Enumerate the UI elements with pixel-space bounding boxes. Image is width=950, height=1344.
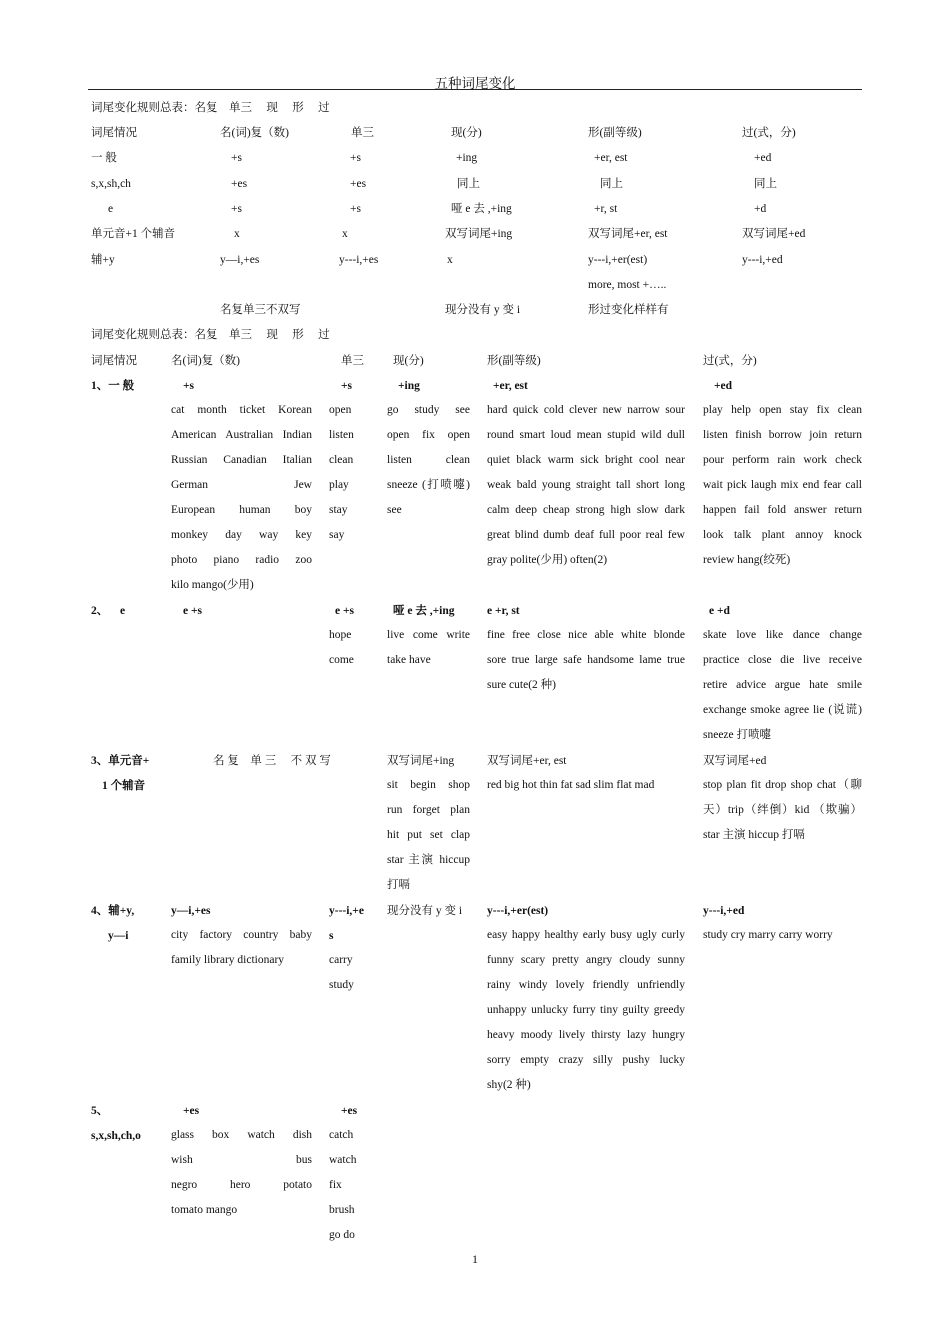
word-line: study cry marry carry worry bbox=[703, 929, 833, 941]
word-line: say bbox=[329, 529, 345, 541]
word-line: take have bbox=[387, 654, 431, 666]
summary-note: 名复单三不双写 bbox=[220, 304, 301, 316]
summary-cell: +s bbox=[350, 152, 361, 164]
header-cell: 形(副等级) bbox=[487, 355, 541, 367]
header-cell: 过(式，分) bbox=[742, 127, 796, 139]
word-line: round smart loud mean stupid wild dull bbox=[487, 429, 685, 441]
word-line: sneeze 打喷嚏 bbox=[703, 729, 772, 741]
section-label: 5、 bbox=[91, 1105, 109, 1117]
word-line: stop plan fit drop shop chat（聊 bbox=[703, 779, 862, 791]
word-list-adj bbox=[487, 773, 685, 798]
word-line: listen clean bbox=[387, 454, 470, 466]
word-line: kilo mango(少用) bbox=[171, 579, 254, 591]
section-label: e bbox=[120, 605, 126, 617]
summary-cell: +r, st bbox=[594, 203, 618, 215]
header-cell: 现(分) bbox=[451, 127, 482, 139]
header-cell: 过(式，分) bbox=[703, 355, 757, 367]
word-line: Russian Canadian Italian bbox=[171, 454, 312, 466]
summary-cell: e bbox=[108, 203, 114, 215]
section-label: s,x,sh,ch,o bbox=[91, 1130, 141, 1142]
word-line: play bbox=[329, 479, 349, 491]
rule-cell: s bbox=[329, 930, 334, 942]
rule-cell: +es bbox=[341, 1105, 358, 1117]
rule-cell: +s bbox=[341, 380, 353, 392]
word-list-adj bbox=[487, 923, 685, 1098]
word-line: go study see bbox=[387, 404, 470, 416]
word-line: calm deep cheap strong high slow dark bbox=[487, 504, 685, 516]
summary-cell: +es bbox=[231, 178, 248, 190]
summary-cell: 双写词尾+er, est bbox=[588, 228, 668, 240]
word-line: stay bbox=[329, 504, 348, 516]
word-line: open fix open bbox=[387, 429, 470, 441]
word-line: family library dictionary bbox=[171, 954, 285, 966]
word-line: clean bbox=[329, 454, 354, 466]
summary-cell: y—i,+es bbox=[220, 254, 260, 266]
word-line: American Australian Indian bbox=[171, 429, 312, 441]
rule-cell: 双写词尾+ing bbox=[387, 755, 455, 767]
rule-cell: 现分没有 y 变 i bbox=[387, 905, 463, 917]
word-line: hope bbox=[329, 629, 352, 641]
word-line: heavy moody lively thirsty lazy hungry bbox=[487, 1029, 685, 1041]
word-line: weak bald young straight tall short long bbox=[487, 479, 685, 491]
word-line: catch bbox=[329, 1129, 354, 1141]
word-line: look talk plant annoy knock bbox=[703, 529, 862, 541]
word-list-third bbox=[329, 1123, 357, 1248]
summary-cell: y---i,+es bbox=[339, 254, 379, 266]
word-line: see bbox=[387, 504, 402, 516]
word-line: wish bus bbox=[171, 1154, 312, 1166]
word-line: brush bbox=[329, 1204, 355, 1216]
word-line: listen finish borrow join return bbox=[703, 429, 862, 441]
rule-cell: e +r, st bbox=[487, 605, 520, 617]
page-number: 1 bbox=[472, 1252, 478, 1266]
word-line: carry bbox=[329, 954, 353, 966]
word-line: sorry empty crazy silly pushy lucky bbox=[487, 1054, 685, 1066]
word-list-past bbox=[703, 773, 862, 848]
summary-cell: +ing bbox=[456, 152, 478, 164]
word-line: European human boy bbox=[171, 504, 312, 516]
word-list-past bbox=[703, 623, 862, 748]
summary-cell: +ed bbox=[754, 152, 772, 164]
summary-cell: 辅+y bbox=[91, 254, 115, 266]
title-divider bbox=[88, 89, 862, 90]
summary-cell: x bbox=[447, 254, 453, 266]
word-line: 天）trip（绊倒）kid （欺骗） bbox=[703, 804, 862, 816]
word-line: sure cute(2 种) bbox=[487, 679, 556, 691]
rule-cell: +s bbox=[183, 380, 195, 392]
word-line: practice close die live receive bbox=[703, 654, 862, 666]
word-line: 打嗝 bbox=[387, 879, 410, 891]
rule-cell: +er, est bbox=[493, 380, 528, 392]
word-list-third bbox=[329, 623, 357, 673]
word-list-adj bbox=[487, 623, 685, 698]
section-label: 4、辅+y, bbox=[91, 905, 135, 917]
word-line: come bbox=[329, 654, 354, 666]
rule-cell: y---i,+ed bbox=[703, 905, 745, 917]
summary-cell: y---i,+er(est) bbox=[588, 254, 648, 266]
word-list-noun bbox=[171, 398, 312, 598]
word-line: happen fail fold answer return bbox=[703, 504, 862, 516]
rule-cell: 双写词尾+er, est bbox=[487, 755, 567, 767]
word-line: go do bbox=[329, 1229, 355, 1241]
summary-cell: +s bbox=[231, 152, 242, 164]
word-line: German Jew bbox=[171, 479, 312, 491]
word-list-ing bbox=[387, 398, 470, 523]
word-line: wait pick laugh mix end fear call bbox=[703, 479, 862, 491]
word-list-past bbox=[703, 398, 862, 573]
word-list-third bbox=[329, 948, 357, 998]
word-line: skate love like dance change bbox=[703, 629, 862, 641]
summary-cell: 单元音+1 个辅音 bbox=[91, 228, 176, 240]
word-line: cat month ticket Korean bbox=[171, 404, 312, 416]
header-cell: 词尾情况 bbox=[91, 127, 137, 139]
word-list-third bbox=[329, 398, 357, 548]
section-label: 1 个辅音 bbox=[102, 780, 146, 792]
summary-cell: 同上 bbox=[600, 178, 623, 190]
word-line: listen bbox=[329, 429, 354, 441]
header-cell: 名(词)复（数) bbox=[171, 355, 240, 367]
header-cell: 现(分) bbox=[393, 355, 424, 367]
summary-cell: 同上 bbox=[457, 178, 480, 190]
detail-heading: 词尾变化规则总表：名复 单三 现 形 过 bbox=[91, 329, 330, 341]
word-list-ing bbox=[387, 773, 470, 898]
word-line: tomato mango bbox=[171, 1204, 238, 1216]
rule-cell: y---i,+er(est) bbox=[487, 905, 549, 917]
rule-cell: e +s bbox=[335, 605, 355, 617]
rule-cell: 双写词尾+ed bbox=[703, 755, 767, 767]
summary-cell: 双写词尾+ing bbox=[445, 228, 513, 240]
word-list-ing bbox=[387, 623, 470, 673]
rule-cell: e +d bbox=[709, 605, 730, 617]
word-line: city factory country baby bbox=[171, 929, 312, 941]
summary-cell: +s bbox=[350, 203, 361, 215]
header-cell: 单三 bbox=[341, 355, 364, 367]
section-label: y—i bbox=[108, 930, 129, 942]
summary-cell: 一 般 bbox=[91, 152, 117, 164]
word-line: negro hero potato bbox=[171, 1179, 312, 1191]
word-line: shy(2 种) bbox=[487, 1079, 531, 1091]
word-line: fine free close nice able white blonde bbox=[487, 629, 685, 641]
word-line: sneeze (打喷嚏) bbox=[387, 479, 470, 491]
word-line: star 主演 hiccup 打嗝 bbox=[703, 829, 805, 841]
summary-cell: s,x,sh,ch bbox=[91, 178, 131, 190]
word-list-past bbox=[703, 923, 862, 948]
word-list-noun bbox=[171, 1123, 312, 1223]
header-cell: 名(词)复（数) bbox=[220, 127, 289, 139]
word-line: monkey day way key bbox=[171, 529, 312, 541]
word-line: red big hot thin fat sad slim flat mad bbox=[487, 779, 655, 791]
section-label: 3、单元音+ bbox=[91, 755, 150, 767]
word-line: funny scary pretty angry cloudy sunny bbox=[487, 954, 685, 966]
word-line: study bbox=[329, 979, 354, 991]
word-line: rainy windy lovely friendly unfriendly bbox=[487, 979, 685, 991]
summary-heading: 词尾变化规则总表：名复 单三 现 形 过 bbox=[91, 102, 330, 114]
word-line: review hang(绞死) bbox=[703, 554, 791, 566]
word-line: great blind dumb deaf full poor real few bbox=[487, 529, 685, 541]
summary-cell: x bbox=[234, 228, 240, 240]
summary-cell: +es bbox=[350, 178, 367, 190]
word-line: quiet black warm sick bright cool near bbox=[487, 454, 685, 466]
word-line: play help open stay fix clean bbox=[703, 404, 862, 416]
word-line: open bbox=[329, 404, 352, 416]
rule-cell: +ing bbox=[398, 380, 420, 392]
word-line: exchange smoke agree lie (说谎) bbox=[703, 704, 862, 716]
word-line: run forget plan bbox=[387, 804, 470, 816]
summary-extra: more, most +….. bbox=[588, 279, 667, 291]
word-line: pour perform rain work check bbox=[703, 454, 862, 466]
word-line: live come write bbox=[387, 629, 470, 641]
summary-note: 现分没有 y 变 i bbox=[445, 304, 521, 316]
rule-cell: 名 复 单 三 不 双 写 bbox=[213, 755, 331, 767]
section-label: 1、一 般 bbox=[91, 380, 135, 392]
word-list-noun bbox=[171, 923, 312, 973]
word-line: gray polite(少用) often(2) bbox=[487, 554, 608, 566]
word-line: sore true large safe handsome lame true bbox=[487, 654, 685, 666]
summary-cell: y---i,+ed bbox=[742, 254, 783, 266]
word-line: star 主演 hiccup bbox=[387, 854, 470, 866]
header-cell: 单三 bbox=[351, 127, 374, 139]
summary-note: 形过变化样样有 bbox=[588, 304, 669, 316]
word-line: sit begin shop bbox=[387, 779, 470, 791]
word-line: glass box watch dish bbox=[171, 1129, 312, 1141]
page-title: 五种词尾变化 bbox=[434, 76, 516, 91]
summary-cell: 双写词尾+ed bbox=[742, 228, 806, 240]
header-cell: 词尾情况 bbox=[91, 355, 137, 367]
header-cell: 形(副等级) bbox=[588, 127, 642, 139]
word-line: easy happy healthy early busy ugly curly bbox=[487, 929, 685, 941]
summary-cell: +er, est bbox=[594, 152, 628, 164]
word-line: hard quick cold clever new narrow sour bbox=[487, 404, 685, 416]
rule-cell: y—i,+es bbox=[171, 905, 211, 917]
rule-cell: +ed bbox=[714, 380, 733, 392]
word-line: hit put set clap bbox=[387, 829, 470, 841]
word-line: photo piano radio zoo bbox=[171, 554, 312, 566]
summary-cell: +d bbox=[754, 203, 767, 215]
rule-cell: 哑 e 去 ,+ing bbox=[393, 605, 455, 617]
summary-cell: x bbox=[342, 228, 348, 240]
word-line: watch bbox=[329, 1154, 357, 1166]
rule-cell: +es bbox=[183, 1105, 200, 1117]
word-line: retire advice argue hate smile bbox=[703, 679, 862, 691]
rule-cell: y---i,+e bbox=[329, 905, 364, 917]
word-line: unhappy unlucky furry tiny guilty greedy bbox=[487, 1004, 685, 1016]
section-label: 2、 bbox=[91, 605, 109, 617]
word-line: fix bbox=[329, 1179, 342, 1191]
summary-cell: +s bbox=[231, 203, 242, 215]
summary-cell: 同上 bbox=[754, 178, 777, 190]
summary-cell: 哑 e 去 ,+ing bbox=[451, 203, 512, 215]
word-list-adj bbox=[487, 398, 685, 573]
rule-cell: e +s bbox=[183, 605, 203, 617]
